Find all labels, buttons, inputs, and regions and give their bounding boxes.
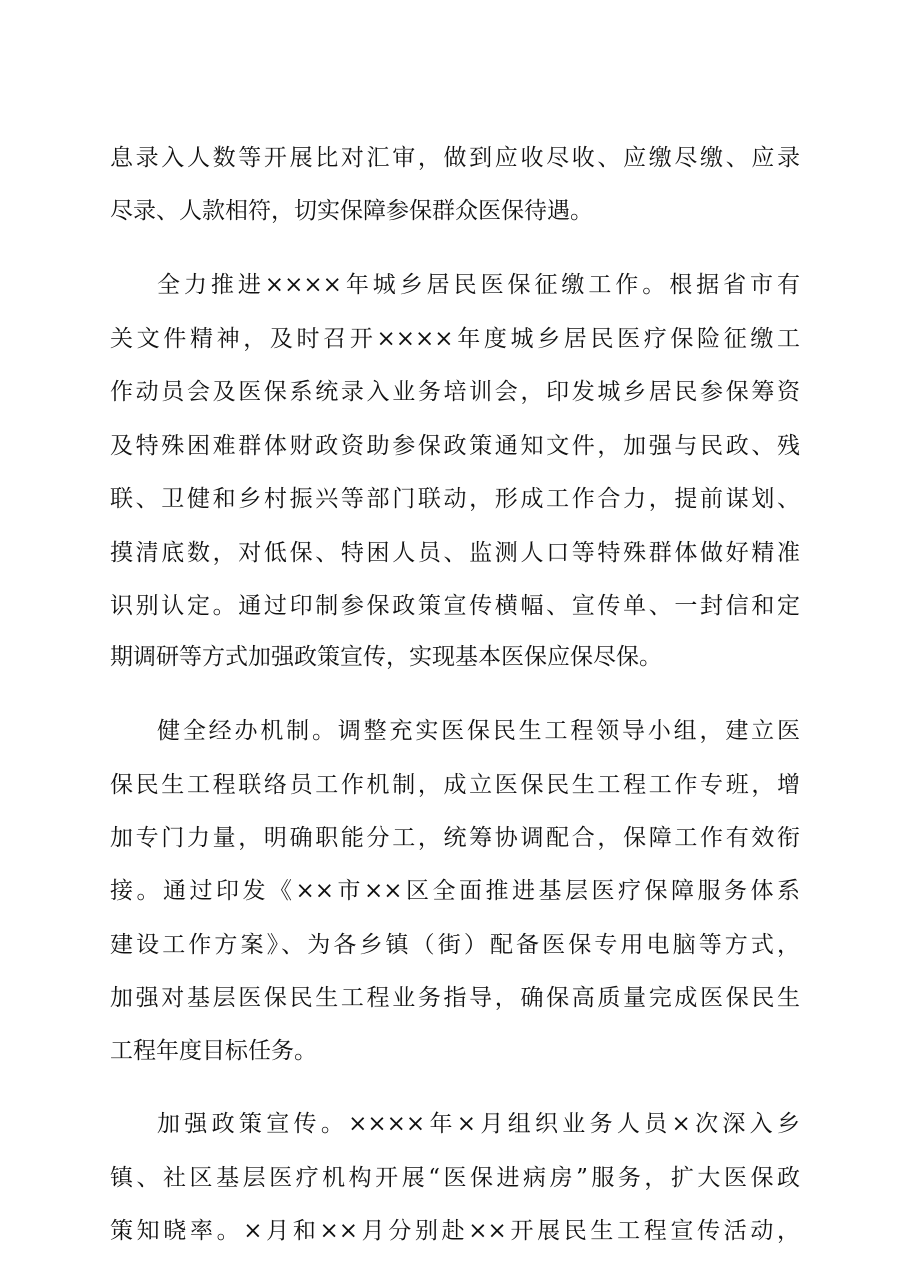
text-line: 策知晓率。×月和××月分别赴××开展民生工程宣传活动，	[110, 1218, 800, 1244]
text-line: 工程年度目标任务。	[110, 1038, 317, 1064]
text-line: 保民生工程联络员工作机制，成立医保民生工程工作专班，增	[110, 772, 800, 798]
paragraph-first-line: 加强政策宣传。××××年×月组织业务人员×次深入乡	[157, 1111, 800, 1137]
text-line: 摸清底数，对低保、特困人员、监测人口等特殊群体做好精准	[110, 540, 800, 566]
paragraph-first-line: 全力推进××××年城乡居民医保征缴工作。根据省市有	[157, 272, 800, 298]
text-line: 加专门力量，明确职能分工，统筹协调配合，保障工作有效衔	[110, 825, 800, 851]
text-line: 期调研等方式加强政策宣传，实现基本医保应保尽保。	[110, 644, 662, 670]
text-line: 关文件精神，及时召开××××年度城乡居民医疗保险征缴工	[110, 326, 800, 352]
paragraph-first-line: 健全经办机制。调整充实医保民生工程领导小组，建立医	[157, 718, 800, 744]
text-line: 建设工作方案》、为各乡镇（街）配备医保专用电脑等方式，	[110, 932, 800, 958]
text-line: 加强对基层医保民生工程业务指导，确保高质量完成医保民生	[110, 985, 800, 1011]
text-line: 镇、社区基层医疗机构开展“医保进病房”服务，扩大医保政	[110, 1165, 800, 1191]
text-line: 及特殊困难群体财政资助参保政策通知文件，加强与民政、残	[110, 433, 800, 459]
text-line: 接。通过印发《××市××区全面推进基层医疗保障服务体系	[110, 878, 800, 904]
text-line: 作动员会及医保系统录入业务培训会，印发城乡居民参保筹资	[110, 379, 800, 405]
text-line: 尽录、人款相符，切实保障参保群众医保待遇。	[110, 198, 593, 224]
text-line: 识别认定。通过印制参保政策宣传横幅、宣传单、一封信和定	[110, 593, 800, 619]
text-line: 息录入人数等开展比对汇审，做到应收尽收、应缴尽缴、应录	[110, 145, 800, 171]
text-line: 联、卫健和乡村振兴等部门联动，形成工作合力，提前谋划、	[110, 486, 800, 512]
